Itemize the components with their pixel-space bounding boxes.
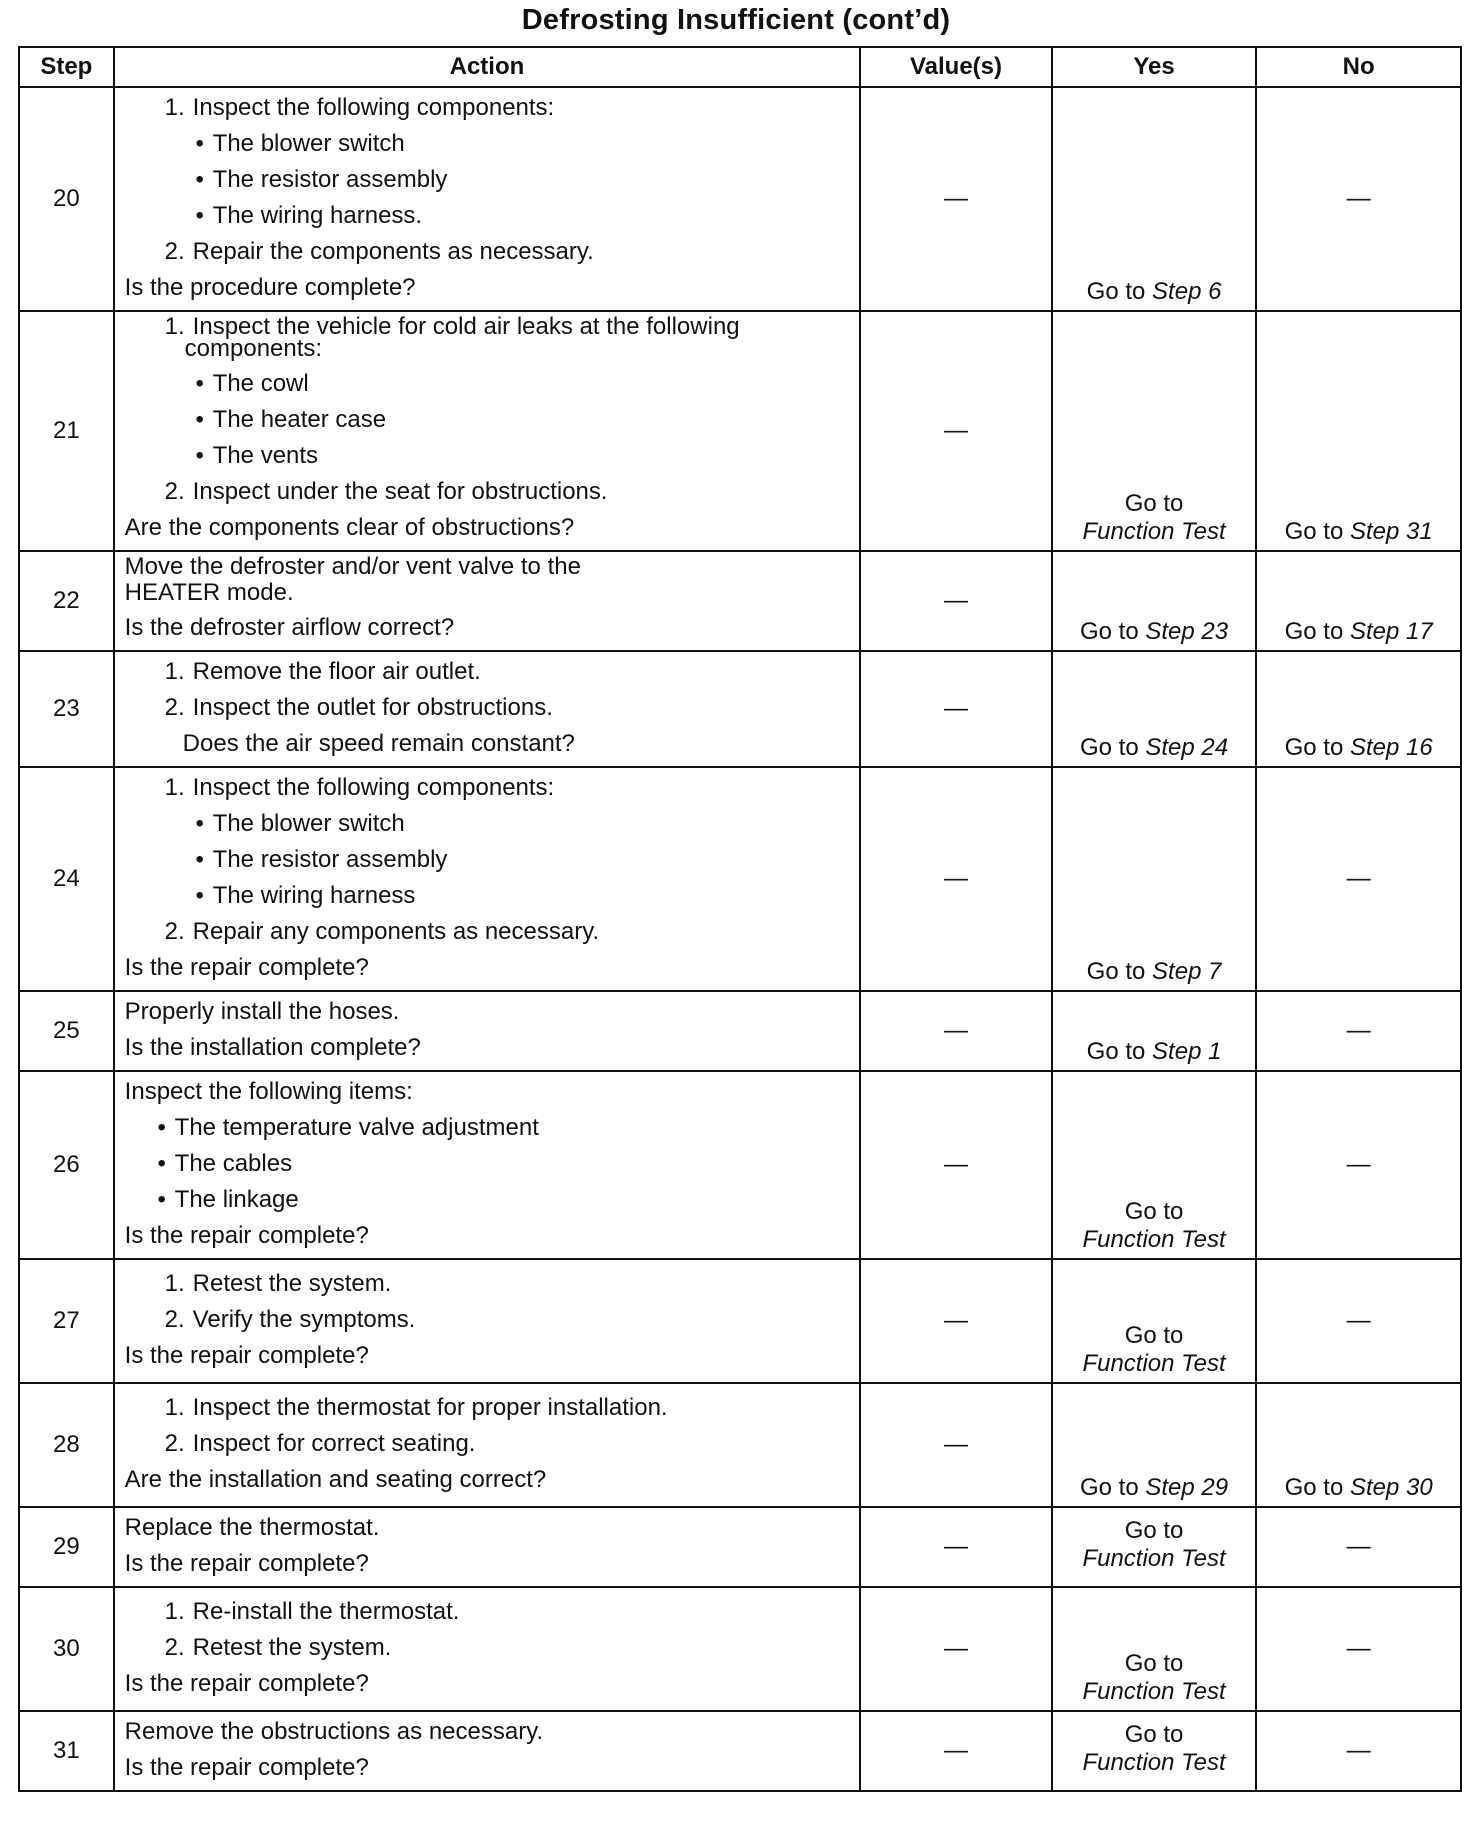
yes-cell: Go to Step 7 <box>1052 767 1257 991</box>
value-cell: — <box>860 311 1052 551</box>
header-yes: Yes <box>1052 47 1257 87</box>
header-action: Action <box>114 47 861 87</box>
action-question: Is the repair complete? <box>124 1342 369 1369</box>
step-number: 26 <box>19 1071 114 1259</box>
action-bullet: • The blower switch <box>195 810 405 837</box>
no-cell: Go to Step 31 <box>1256 311 1461 551</box>
action-cell <box>114 651 861 767</box>
diagnostic-table <box>18 46 1462 1792</box>
action-question: Is the repair complete? <box>124 1670 369 1697</box>
action-cell <box>114 1507 861 1587</box>
no-cell: — <box>1256 991 1461 1071</box>
table-row <box>19 311 1461 551</box>
action-line: 2. Verify the symptoms. <box>164 1306 416 1333</box>
action-line: 1. Inspect the following components: <box>164 94 555 121</box>
value-cell: — <box>860 87 1052 311</box>
action-line: 1. Inspect the following components: <box>164 774 555 801</box>
value-cell: — <box>860 1587 1052 1711</box>
step-number: 21 <box>19 311 114 551</box>
action-line: 1. Inspect the vehicle for cold air leaks at the following <box>164 313 740 340</box>
yes-cell: Go to Function Test <box>1052 1587 1257 1711</box>
action-line: 1. Remove the floor air outlet. <box>164 658 481 685</box>
action-cell <box>114 991 861 1071</box>
action-question: Is the repair complete? <box>124 954 369 981</box>
action-line: 1. Re-install the thermostat. <box>164 1598 460 1625</box>
step-number: 28 <box>19 1383 114 1507</box>
table-row <box>19 1383 1461 1507</box>
value-cell: — <box>860 651 1052 767</box>
action-cell <box>114 1071 861 1259</box>
value-cell: — <box>860 1259 1052 1383</box>
action-line: 1. Retest the system. <box>164 1270 392 1297</box>
no-cell: — <box>1256 1507 1461 1587</box>
action-line: 1. Inspect the thermostat for proper installation. <box>164 1394 668 1421</box>
step-number: 27 <box>19 1259 114 1383</box>
yes-cell: Go to Function Test <box>1052 1711 1257 1791</box>
action-cell <box>114 1587 861 1711</box>
table-row <box>19 1587 1461 1711</box>
action-question: Is the procedure complete? <box>124 274 416 301</box>
header-row <box>19 47 1461 87</box>
no-cell: — <box>1256 767 1461 991</box>
no-cell: Go to Step 16 <box>1256 651 1461 767</box>
action-question: Are the installation and seating correct? <box>124 1466 547 1493</box>
no-cell: Go to Step 30 <box>1256 1383 1461 1507</box>
action-cell <box>114 551 861 651</box>
action-line: 2. Repair any components as necessary. <box>164 918 600 945</box>
action-line: HEATER mode. <box>124 579 294 606</box>
yes-cell: Go to Step 29 <box>1052 1383 1257 1507</box>
table-row <box>19 767 1461 991</box>
step-number: 30 <box>19 1587 114 1711</box>
action-line: 2. Inspect for correct seating. <box>164 1430 476 1457</box>
action-line: Move the defroster and/or vent valve to the <box>124 553 581 580</box>
no-cell: — <box>1256 1071 1461 1259</box>
action-line: 2. Retest the system. <box>164 1634 392 1661</box>
action-bullet: • The resistor assembly <box>195 166 448 193</box>
table-row <box>19 1071 1461 1259</box>
action-question: Is the repair complete? <box>124 1222 369 1249</box>
yes-cell: Go to Function Test <box>1052 1071 1257 1259</box>
action-cell <box>114 767 861 991</box>
action-cell <box>114 1711 861 1791</box>
action-bullet: • The wiring harness <box>195 882 416 909</box>
step-number: 29 <box>19 1507 114 1587</box>
table-row <box>19 1507 1461 1587</box>
action-line-continued: components: <box>184 335 323 362</box>
action-line: 2. Inspect the outlet for obstructions. <box>164 694 553 721</box>
yes-cell: Go to Function Test <box>1052 1259 1257 1383</box>
action-bullet: • The vents <box>195 442 319 469</box>
step-number: 25 <box>19 991 114 1071</box>
yes-cell: Go to Function Test <box>1052 1507 1257 1587</box>
no-cell: Go to Step 17 <box>1256 551 1461 651</box>
step-number: 31 <box>19 1711 114 1791</box>
action-line: Remove the obstructions as necessary. <box>124 1718 544 1745</box>
table-row <box>19 87 1461 311</box>
action-line: Properly install the hoses. <box>124 998 400 1025</box>
step-number: 24 <box>19 767 114 991</box>
header-no: No <box>1256 47 1461 87</box>
value-cell: — <box>860 991 1052 1071</box>
action-bullet: • The resistor assembly <box>195 846 448 873</box>
action-line: 2. Repair the components as necessary. <box>164 238 594 265</box>
value-cell: — <box>860 1507 1052 1587</box>
step-number: 23 <box>19 651 114 767</box>
action-bullet: • The linkage <box>157 1186 299 1213</box>
yes-cell: Go to Step 6 <box>1052 87 1257 311</box>
value-cell: — <box>860 1711 1052 1791</box>
yes-cell: Go to Step 1 <box>1052 991 1257 1071</box>
action-bullet: • The heater case <box>195 406 387 433</box>
no-cell: — <box>1256 1587 1461 1711</box>
header-values: Value(s) <box>860 47 1052 87</box>
table-row <box>19 551 1461 651</box>
page-title: Defrosting Insufficient (cont’d) <box>521 4 951 36</box>
table-row <box>19 991 1461 1071</box>
action-bullet: • The temperature valve adjustment <box>157 1114 539 1141</box>
value-cell: — <box>860 551 1052 651</box>
value-cell: — <box>860 1383 1052 1507</box>
yes-cell: Go to Function Test <box>1052 311 1257 551</box>
table-row <box>19 1259 1461 1383</box>
table-row <box>19 651 1461 767</box>
table-row <box>19 1711 1461 1791</box>
action-question: Is the defroster airflow correct? <box>124 614 455 641</box>
action-bullet: • The blower switch <box>195 130 405 157</box>
action-cell <box>114 311 861 551</box>
value-cell: — <box>860 1071 1052 1259</box>
action-cell <box>114 1259 861 1383</box>
action-line: 2. Inspect under the seat for obstructions. <box>164 478 608 505</box>
action-cell <box>114 87 861 311</box>
action-bullet: • The cables <box>157 1150 293 1177</box>
action-question: Is the installation complete? <box>124 1034 421 1061</box>
no-cell: — <box>1256 87 1461 311</box>
step-number: 22 <box>19 551 114 651</box>
action-question: Is the repair complete? <box>124 1754 369 1781</box>
no-cell: — <box>1256 1259 1461 1383</box>
action-line: Replace the thermostat. <box>124 1514 380 1541</box>
yes-cell: Go to Step 24 <box>1052 651 1257 767</box>
yes-cell: Go to Step 23 <box>1052 551 1257 651</box>
value-cell: — <box>860 767 1052 991</box>
action-question: Is the repair complete? <box>124 1550 369 1577</box>
action-question: Are the components clear of obstructions? <box>124 514 575 541</box>
action-bullet: • The cowl <box>195 370 309 397</box>
action-question: Does the air speed remain constant? <box>182 730 575 757</box>
action-cell <box>114 1383 861 1507</box>
header-step: Step <box>19 47 114 87</box>
no-cell: — <box>1256 1711 1461 1791</box>
step-number: 20 <box>19 87 114 311</box>
action-line: Inspect the following items: <box>124 1078 413 1105</box>
action-bullet: • The wiring harness. <box>195 202 423 229</box>
